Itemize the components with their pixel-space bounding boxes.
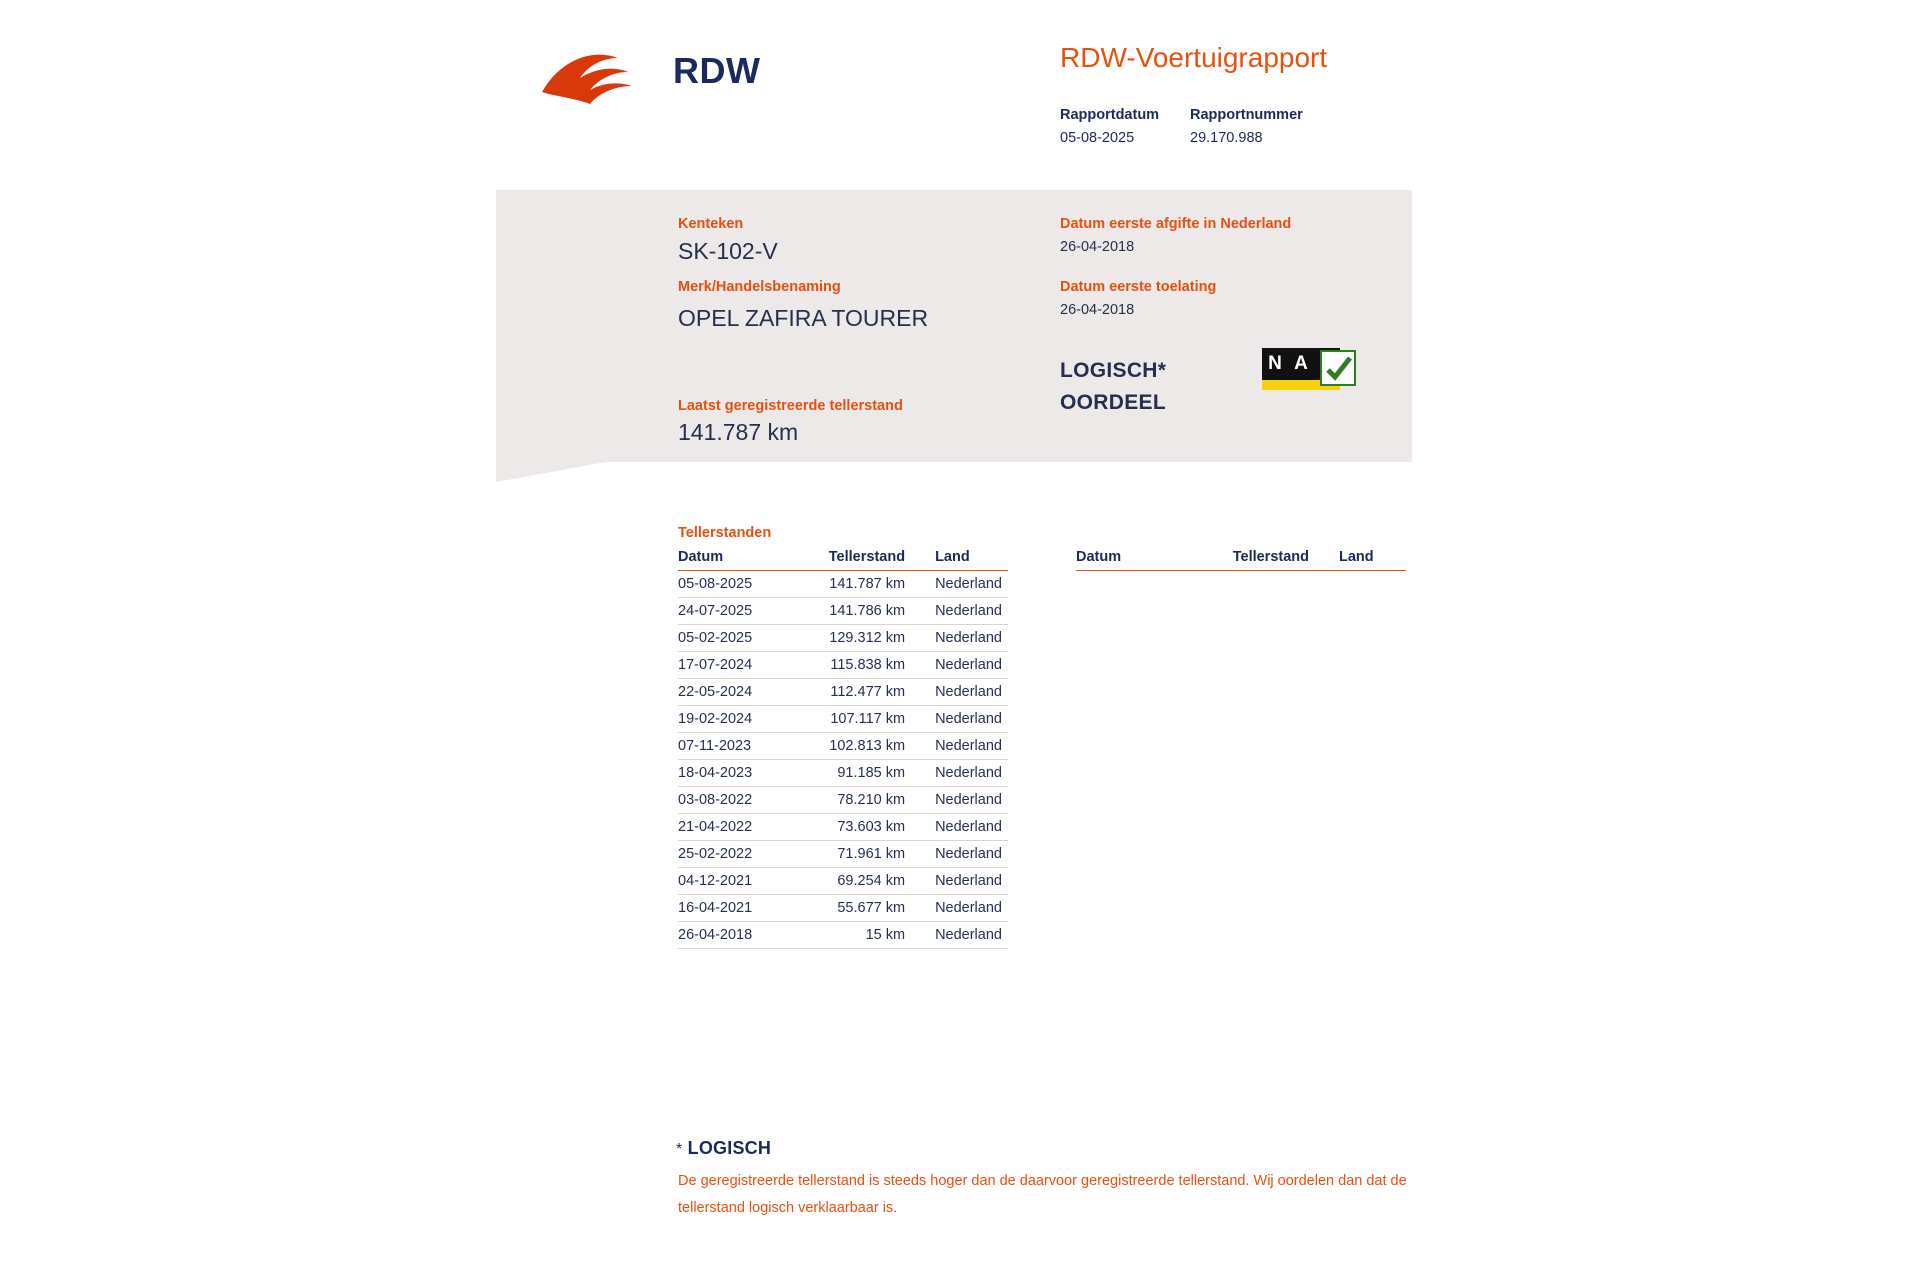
cell-land: Nederland	[917, 760, 1008, 787]
cell-datum: 05-08-2025	[678, 571, 804, 598]
cell-land: Nederland	[917, 733, 1008, 760]
tellerstanden-table-left	[678, 546, 1008, 949]
tellerstanden-title: Tellerstanden	[678, 525, 772, 541]
nap-letter-a: A	[1288, 348, 1314, 380]
cell-datum: 22-05-2024	[678, 679, 804, 706]
checkmark-icon	[1320, 350, 1356, 386]
cell-datum: 05-02-2025	[678, 625, 804, 652]
table-row	[678, 868, 1008, 895]
column-header-datum: Datum	[1076, 546, 1206, 571]
cell-tellerstand: 71.961 km	[804, 841, 917, 868]
table-row	[678, 733, 1008, 760]
cell-tellerstand: 73.603 km	[804, 814, 917, 841]
page-title: RDW-Voertuigrapport	[1060, 42, 1328, 73]
report-number-value: 29.170.988	[1190, 130, 1263, 146]
verdict-line-2: OORDEEL	[1060, 391, 1166, 414]
cell-land: Nederland	[917, 787, 1008, 814]
nap-letter-n: N	[1262, 348, 1288, 380]
table-row	[678, 571, 1008, 598]
table-row	[678, 598, 1008, 625]
table-header-row	[678, 546, 1008, 571]
cell-datum: 19-02-2024	[678, 706, 804, 733]
cell-tellerstand: 102.813 km	[804, 733, 917, 760]
rdw-flame-icon	[540, 52, 650, 108]
laatste-tellerstand-label: Laatst geregistreerde tellerstand	[678, 398, 903, 414]
table-row	[678, 706, 1008, 733]
cell-datum: 26-04-2018	[678, 922, 804, 949]
cell-datum: 07-11-2023	[678, 733, 804, 760]
footnote-star: *	[676, 1141, 683, 1158]
cell-tellerstand: 55.677 km	[804, 895, 917, 922]
table-row	[678, 652, 1008, 679]
cell-datum: 21-04-2022	[678, 814, 804, 841]
cell-tellerstand: 91.185 km	[804, 760, 917, 787]
cell-land: Nederland	[917, 895, 1008, 922]
cell-land: Nederland	[917, 571, 1008, 598]
rdw-logo	[540, 30, 860, 120]
footnote-body: De geregistreerde tellerstand is steeds hoger dan de daarvoor geregistreerde tellerstand. Wij oordelen dan dat de tellerstand logisch verklaarbaar is.	[678, 1173, 1407, 1216]
column-header-land: Land	[1321, 546, 1406, 571]
eerste-toelating-label: Datum eerste toelating	[1060, 279, 1217, 295]
footnote-title-text: LOGISCH	[687, 1138, 772, 1158]
table-header-row	[1076, 546, 1406, 571]
cell-datum: 16-04-2021	[678, 895, 804, 922]
cell-land: Nederland	[917, 841, 1008, 868]
cell-tellerstand: 15 km	[804, 922, 917, 949]
laatste-tellerstand-value: 141.787 km	[678, 419, 799, 445]
table-row	[678, 787, 1008, 814]
nap-badge	[1262, 348, 1362, 388]
cell-tellerstand: 115.838 km	[804, 652, 917, 679]
kenteken-value: SK-102-V	[678, 238, 778, 264]
table-row	[678, 895, 1008, 922]
column-header-tellerstand: Tellerstand	[804, 546, 917, 571]
cell-datum: 24-07-2025	[678, 598, 804, 625]
cell-land: Nederland	[917, 652, 1008, 679]
cell-datum: 03-08-2022	[678, 787, 804, 814]
tellerstanden-table-right	[1076, 546, 1406, 571]
rdw-wordmark: RDW	[673, 50, 761, 91]
cell-land: Nederland	[917, 814, 1008, 841]
merk-label: Merk/Handelsbenaming	[678, 279, 841, 295]
report-date-label: Rapportdatum	[1060, 107, 1160, 123]
cell-datum: 25-02-2022	[678, 841, 804, 868]
cell-tellerstand: 141.787 km	[804, 571, 917, 598]
table-row	[678, 625, 1008, 652]
cell-tellerstand: 107.117 km	[804, 706, 917, 733]
table-row	[678, 922, 1008, 949]
cell-tellerstand: 129.312 km	[804, 625, 917, 652]
table-row	[678, 841, 1008, 868]
table-row	[678, 814, 1008, 841]
cell-tellerstand: 69.254 km	[804, 868, 917, 895]
column-header-land: Land	[917, 546, 1008, 571]
cell-land: Nederland	[917, 922, 1008, 949]
merk-value: OPEL ZAFIRA TOURER	[678, 305, 929, 331]
table-row	[678, 679, 1008, 706]
verdict-line-1: LOGISCH*	[1060, 359, 1167, 382]
cell-land: Nederland	[917, 679, 1008, 706]
cell-datum: 18-04-2023	[678, 760, 804, 787]
cell-land: Nederland	[917, 868, 1008, 895]
report-date-value: 05-08-2025	[1060, 130, 1135, 146]
column-header-tellerstand: Tellerstand	[1206, 546, 1321, 571]
cell-land: Nederland	[917, 706, 1008, 733]
eerste-toelating-value: 26-04-2018	[1060, 302, 1135, 318]
panel-notch	[496, 462, 606, 482]
cell-tellerstand: 112.477 km	[804, 679, 917, 706]
eerste-afgifte-label: Datum eerste afgifte in Nederland	[1060, 216, 1292, 232]
cell-datum: 04-12-2021	[678, 868, 804, 895]
verdict-text	[1060, 355, 1166, 419]
eerste-afgifte-value: 26-04-2018	[1060, 239, 1135, 255]
cell-land: Nederland	[917, 598, 1008, 625]
footnote-title	[676, 1138, 771, 1159]
table-row	[678, 760, 1008, 787]
kenteken-label: Kenteken	[678, 216, 744, 232]
cell-land: Nederland	[917, 625, 1008, 652]
cell-tellerstand: 141.786 km	[804, 598, 917, 625]
cell-tellerstand: 78.210 km	[804, 787, 917, 814]
column-header-datum: Datum	[678, 546, 804, 571]
cell-datum: 17-07-2024	[678, 652, 804, 679]
report-number-label: Rapportnummer	[1190, 107, 1303, 123]
